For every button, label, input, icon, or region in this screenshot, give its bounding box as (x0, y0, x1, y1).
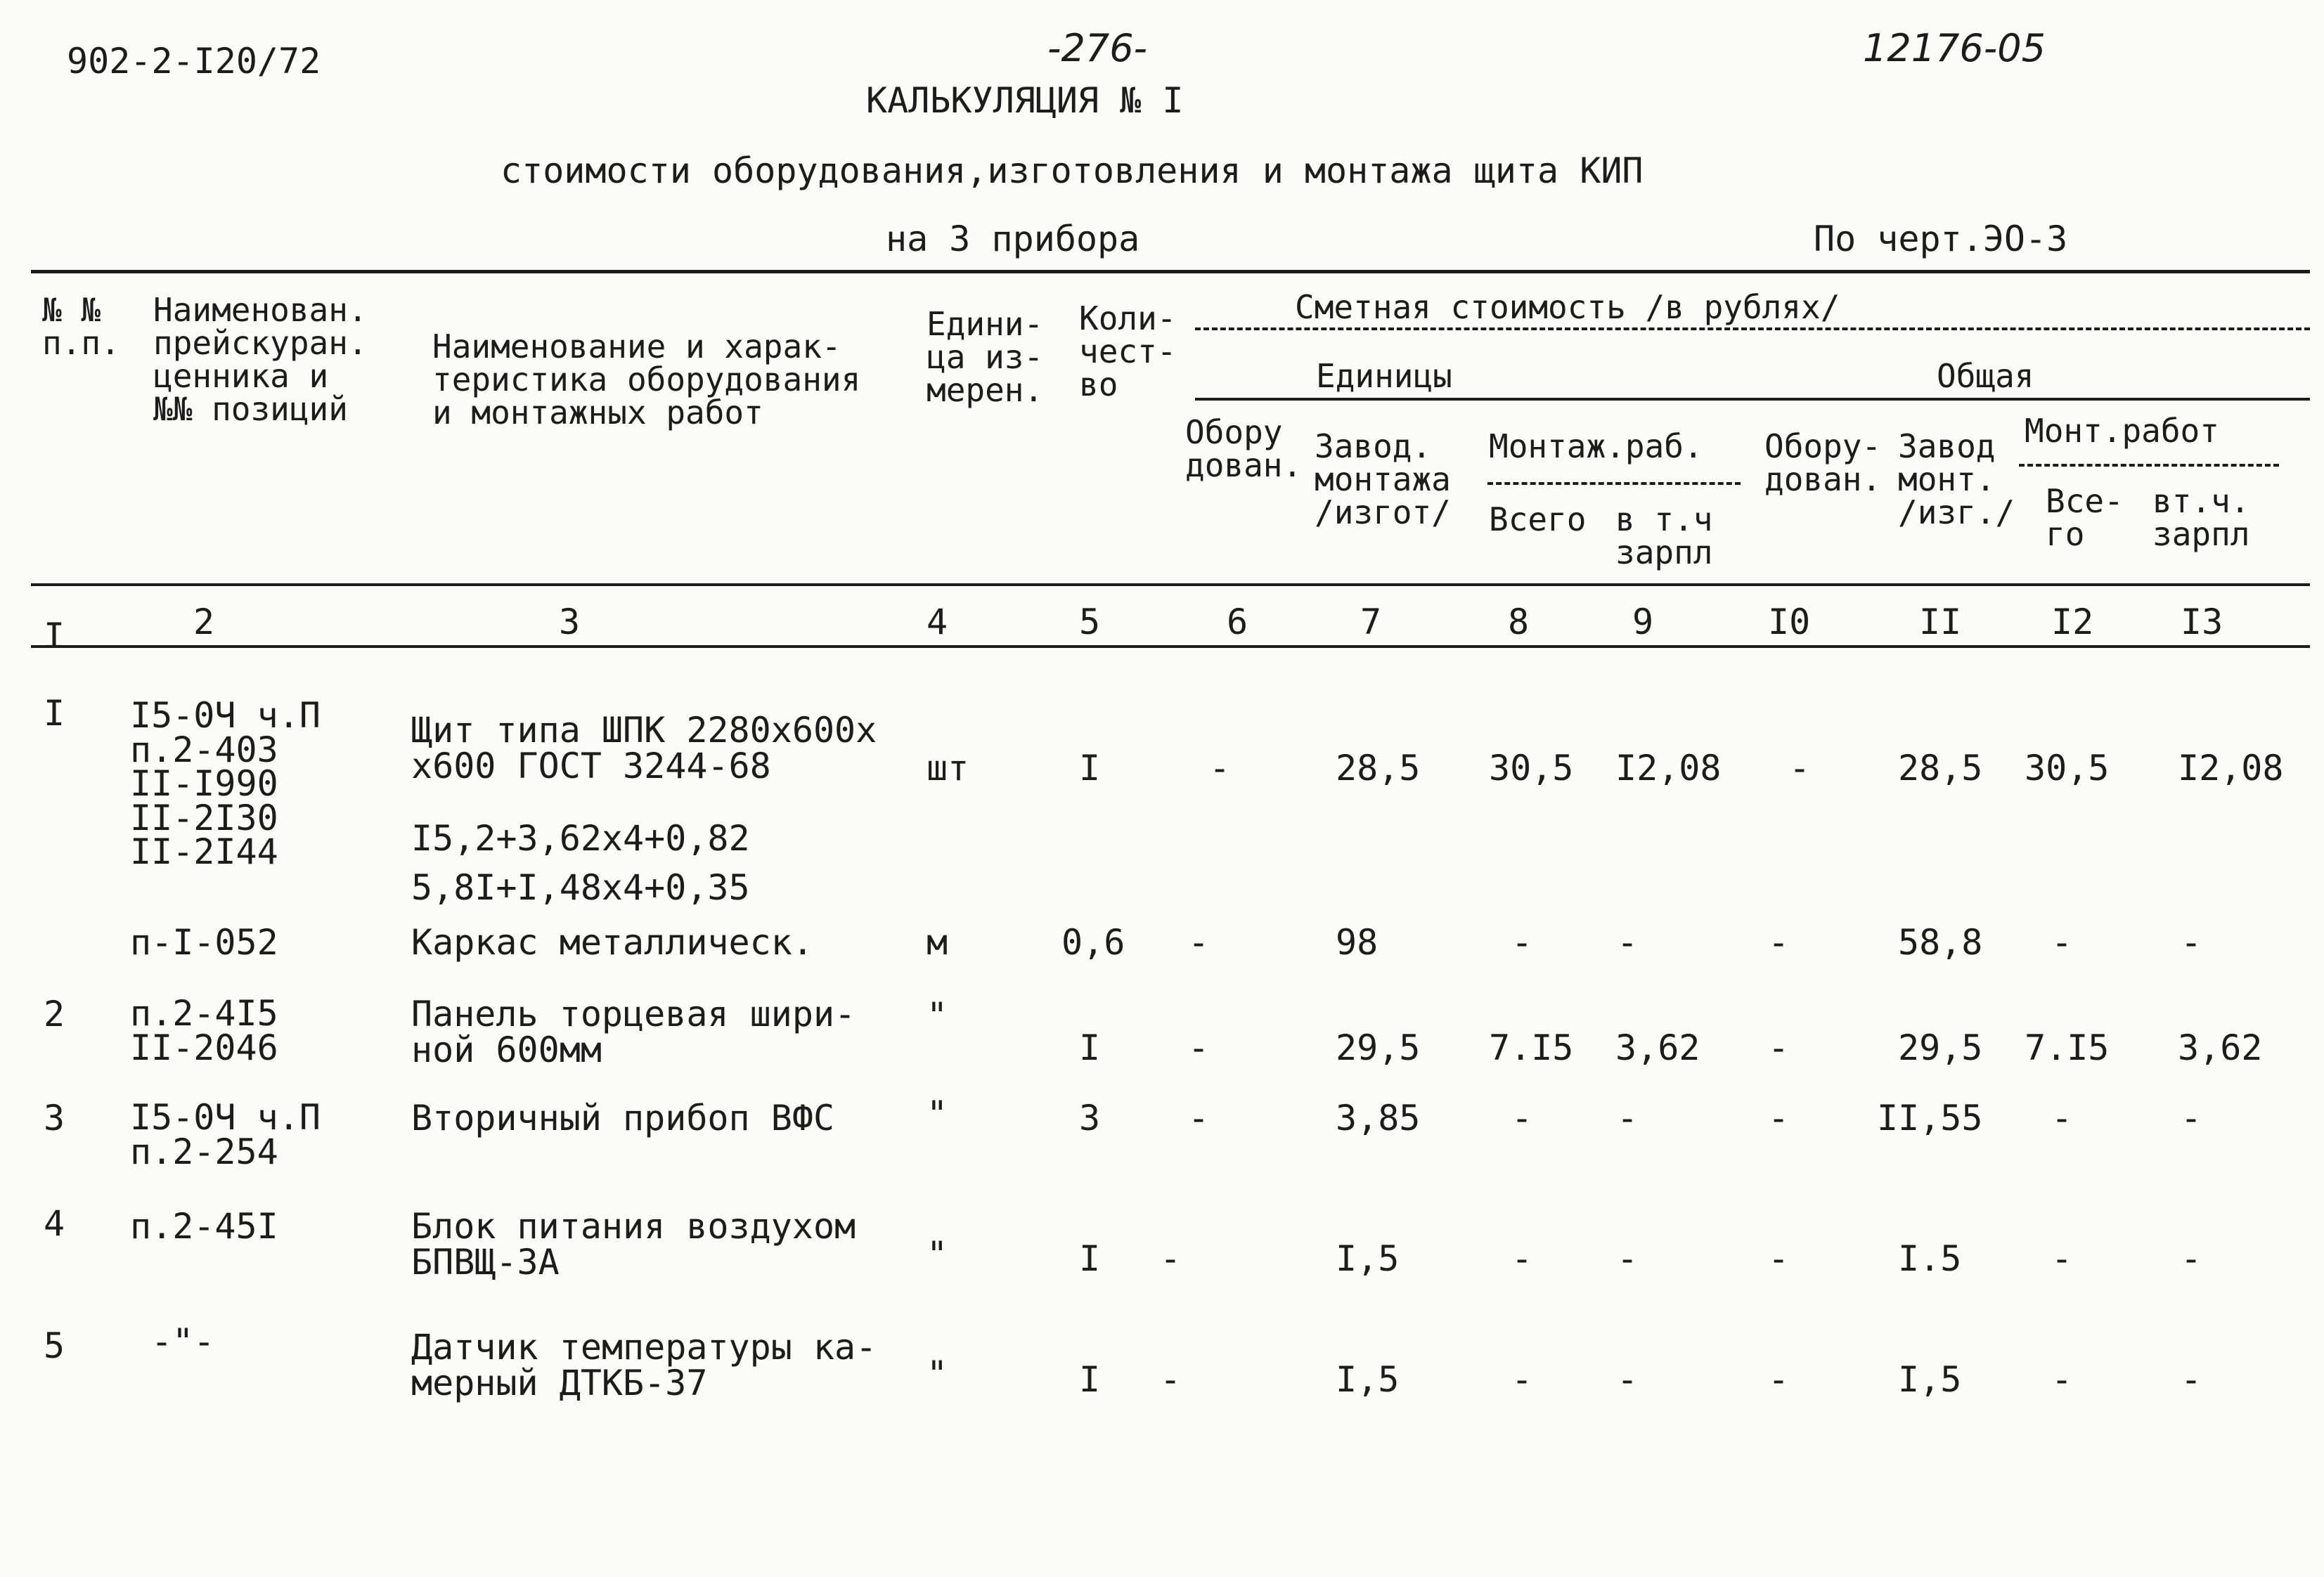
row-5-description: Датчик температуры ка- мерный ДТКБ-37 (411, 1327, 877, 1403)
header-quantity: Коли- чест- во (1079, 299, 1177, 403)
row-3-number: 3 (44, 1098, 65, 1138)
header-bottom-rule (31, 583, 2310, 586)
column-number: 2 (193, 602, 215, 642)
row-2-c6: - (1188, 1027, 1210, 1068)
row-1-description: Щит типа ШПК 2280x600x x600 ГОСТ 3244-68 (411, 710, 877, 786)
row-1-number: I (44, 693, 65, 734)
row-3-c6: - (1188, 1098, 1210, 1138)
header-per-unit: Единицы (1316, 357, 1452, 395)
row-1-c13: I2,08 (2178, 748, 2284, 788)
row-4-c12: - (2051, 1238, 2073, 1279)
header-description: Наименование и харак- теристика оборудования и монтажных работ (432, 327, 861, 431)
header-unit: Едини- ца из- мерен. (927, 305, 1044, 409)
row-4-number: 4 (44, 1203, 65, 1244)
row-frame-price-list: п-I-052 (130, 922, 278, 963)
column-number: 9 (1632, 602, 1654, 642)
instrument-count: на 3 прибора (886, 219, 1140, 259)
row-2-c11: 29,5 (1898, 1027, 1983, 1068)
page-number: -276- (1047, 26, 1148, 70)
row-3-c7: 3,85 (1336, 1098, 1421, 1138)
mont-group-rule (2019, 464, 2279, 467)
column-number: 7 (1360, 602, 1382, 642)
install-group-rule (1487, 482, 1741, 485)
column-number: II (1919, 602, 1962, 642)
document-title: КАЛЬКУЛЯЦИЯ № I (866, 80, 1184, 121)
table-top-rule (31, 270, 2310, 273)
row-2-c13: 3,62 (2178, 1027, 2263, 1068)
header-factory-total: Завод монт. /изг./ (1898, 427, 2015, 531)
row-1-c10: - (1789, 748, 1811, 788)
row-3-quantity: 3 (1079, 1098, 1101, 1138)
row-1-c8: 30,5 (1489, 748, 1574, 788)
header-factory-unit: Завод. монтажа /изгот/ (1315, 427, 1451, 531)
row-1-formula-wages: 5,8I+I,48x4+0,35 (411, 867, 750, 908)
row-2-c10: - (1768, 1027, 1790, 1068)
row-1-quantity: I (1079, 748, 1101, 788)
row-2-c12: 7.I5 (2025, 1027, 2110, 1068)
row-4-description: Блок питания воздухом БПВЩ-3А (411, 1206, 856, 1283)
row-5-unit: " (927, 1354, 948, 1394)
row-4-c7: I,5 (1336, 1238, 1400, 1279)
column-number: 4 (927, 602, 948, 642)
row-1-c11: 28,5 (1898, 748, 1983, 788)
document-subtitle: стоимости оборудования,изготовления и монтажа щита КИП (501, 150, 1644, 191)
row-frame-c8: - (1511, 922, 1533, 963)
row-4-c8: - (1511, 1238, 1533, 1279)
row-frame-c6: - (1188, 922, 1210, 963)
row-1-c7: 28,5 (1336, 748, 1421, 788)
column-number: I3 (2181, 602, 2223, 642)
unit-total-rule (1195, 398, 2310, 401)
header-mont-total: Все- го (2046, 482, 2124, 553)
row-frame-c7: 98 (1336, 922, 1379, 963)
row-4-c10: - (1768, 1238, 1790, 1279)
row-2-price-list: п.2-4I5 II-2046 (130, 993, 278, 1068)
header-installation-wages: в т.ч зарпл (1615, 500, 1713, 571)
row-4-quantity: I (1079, 1238, 1101, 1279)
row-1-c9: I2,08 (1615, 748, 1722, 788)
column-number: I0 (1768, 602, 1811, 642)
row-frame-c11: 58,8 (1898, 922, 1983, 963)
row-3-c9: - (1617, 1098, 1639, 1138)
row-1-c12: 30,5 (2025, 748, 2110, 788)
row-3-c8: - (1511, 1098, 1533, 1138)
row-5-c11: I,5 (1898, 1359, 1962, 1400)
row-2-c7: 29,5 (1336, 1027, 1421, 1068)
row-5-c13: - (2181, 1359, 2202, 1400)
row-frame-c9: - (1617, 922, 1639, 963)
row-2-number: 2 (44, 994, 65, 1034)
row-3-description: Вторичный прибоп ВФС (411, 1098, 835, 1138)
row-4-c11: I.5 (1898, 1238, 1962, 1279)
row-4-price-list: п.2-45I (130, 1206, 278, 1247)
row-5-c10: - (1768, 1359, 1790, 1400)
column-number: 6 (1227, 602, 1248, 642)
row-2-quantity: I (1079, 1027, 1101, 1068)
row-4-unit: " (927, 1234, 948, 1275)
row-5-price-list: -"- (151, 1321, 215, 1362)
drawing-reference: По черт.ЭО-3 (1814, 219, 2068, 259)
row-3-c13: - (2181, 1098, 2202, 1138)
row-5-c9: - (1617, 1359, 1639, 1400)
header-installation-total: Всего (1489, 500, 1587, 538)
header-mont-wages: вт.ч. зарпл (2152, 482, 2250, 553)
row-3-c10: - (1768, 1098, 1790, 1138)
document-number: 12176-05 (1863, 26, 2046, 70)
column-number: 8 (1508, 602, 1530, 642)
row-3-c11: II,55 (1877, 1098, 1983, 1138)
row-5-number: 5 (44, 1325, 65, 1366)
row-2-description: Панель торцевая шири- ной 600мм (411, 994, 856, 1070)
row-1-formula-equipment: I5,2+3,62x4+0,82 (411, 818, 750, 859)
header-equipment-total: Обору- дован. (1764, 427, 1882, 498)
row-2-c9: 3,62 (1615, 1027, 1700, 1068)
row-3-c12: - (2051, 1098, 2073, 1138)
header-total: Общая (1937, 357, 2034, 395)
row-1-price-list: I5-0Ч ч.П п.2-403 II-I990 II-2I30 II-2I44 (130, 695, 321, 872)
row-frame-c13: - (2181, 922, 2202, 963)
row-frame-c10: - (1768, 922, 1790, 963)
row-5-c7: I,5 (1336, 1359, 1400, 1400)
header-price-list: Наименован. прейскуран. ценника и №№ позиций (153, 291, 368, 428)
row-2-c8: 7.I5 (1489, 1027, 1574, 1068)
row-4-c13: - (2181, 1238, 2202, 1279)
header-row-number: № № п.п. (42, 291, 120, 362)
row-1-unit: шт (927, 748, 969, 788)
header-installation: Монтаж.раб. (1489, 427, 1703, 465)
document-code: 902-2-I20/72 (67, 41, 321, 82)
row-1-c6: - (1209, 748, 1231, 788)
row-5-c12: - (2051, 1359, 2073, 1400)
row-3-unit: " (927, 1093, 948, 1134)
header-equipment-unit: Обору дован. (1185, 413, 1303, 484)
column-numbers-rule (31, 645, 2310, 648)
row-frame-quantity: 0,6 (1061, 922, 1125, 963)
header-estimated-cost: Сметная стоимость /в рублях/ (1295, 288, 1840, 326)
row-5-c6: - (1160, 1359, 1182, 1400)
row-2-unit: " (927, 995, 948, 1036)
cost-group-rule (1195, 327, 2310, 330)
row-5-c8: - (1511, 1359, 1533, 1400)
column-number: 3 (559, 602, 581, 642)
row-3-price-list: I5-0Ч ч.П п.2-254 (130, 1097, 321, 1172)
column-number: I2 (2051, 602, 2094, 642)
row-4-c9: - (1617, 1238, 1639, 1279)
row-4-c6: - (1160, 1238, 1182, 1279)
header-mont-works: Монт.работ (2025, 412, 2219, 450)
row-5-quantity: I (1079, 1359, 1101, 1400)
column-number: 5 (1079, 602, 1101, 642)
column-number: I (44, 616, 65, 656)
row-frame-description: Каркас металлическ. (411, 922, 813, 963)
row-frame-c12: - (2051, 922, 2073, 963)
row-frame-unit: м (927, 922, 948, 963)
